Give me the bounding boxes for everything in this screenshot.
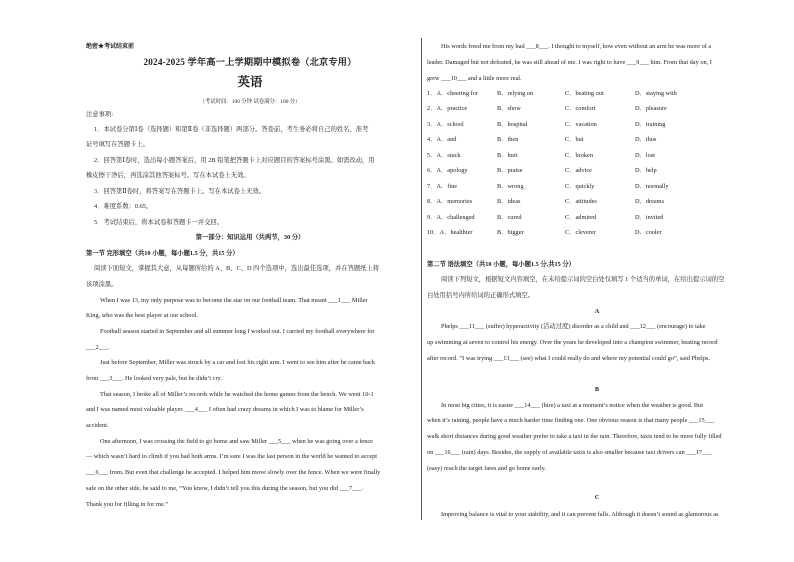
passage-line: and I was named most valuable player. ___4___ I often had crazy dreams in which I was to blame for Miller’s <box>86 406 364 413</box>
option-d: D．lost <box>635 152 655 159</box>
option-b: B．cured <box>497 214 522 221</box>
passage-line: King, who was the best player at our school. <box>86 312 198 319</box>
option-a: 2．A．practice <box>427 105 468 112</box>
option-a: 3．A．school <box>427 121 464 128</box>
passage-b-label: B <box>594 386 600 393</box>
option-d: D．training <box>635 121 666 128</box>
option-a: 1．A．cheering for <box>427 90 478 97</box>
section-one-heading: 第一节 完形填空（共10 小题，每小题1.5 分，共15 分） <box>86 250 239 257</box>
option-a: 5．A．stuck <box>427 152 461 159</box>
passage-c-label: C <box>594 494 600 501</box>
option-a: 9．A．challenged <box>427 214 475 221</box>
passage-line: In most big cities, it is easier ___14___ (hire) a taxi at a moment’s notice when the weather is good. But <box>441 402 703 409</box>
option-b: B．ideas <box>497 198 521 205</box>
passage-line: ___6___ from. But even that challenge he accepted. I helped him move slowly over the fence. When we were finally <box>86 469 381 476</box>
option-b: B．hurt <box>497 152 518 159</box>
notes-heading: 注意事项: <box>86 111 113 118</box>
passage-line: Thank you for filling in for me.” <box>86 501 169 508</box>
option-d: D．dreams <box>635 198 665 205</box>
passage-line: One afternoon, I was crossing the field to go home and saw Miller ___5___ when he was going over a fence <box>100 438 373 445</box>
subject-title: 英语 <box>237 75 263 89</box>
option-c: C．attitudes <box>565 198 597 205</box>
option-b: B．praise <box>497 167 523 174</box>
time-note: （考试时间：100 分钟 试卷满分：100 分） <box>199 99 301 105</box>
passage-line: safe on the other side, he said to me, “You know, I didn’t tell you this during the season, but you did ___7___. <box>86 485 364 492</box>
option-b: B．wrong <box>497 183 524 190</box>
option-d: D．help <box>635 167 657 174</box>
option-b: B．then <box>497 136 519 143</box>
option-a: 8．A．memories <box>427 198 473 205</box>
passage-line: (easy) reach the target fares and go home early. <box>427 465 546 472</box>
column-divider <box>421 38 422 520</box>
passage-line: — which wasn’t hard to climb if you had both arms. I’m sure I was the last person in the world he wanted to accept <box>86 453 378 460</box>
option-b: B．show <box>497 105 521 112</box>
part-one-heading: 第一部分：知识运用（共两节，30 分） <box>195 234 305 241</box>
note-line: 5．考试结束后，将本试卷和答题卡一并交回。 <box>94 219 224 226</box>
option-d: D．thus <box>635 136 657 143</box>
option-a: 4．A．and <box>427 136 457 143</box>
option-d: D．normally <box>635 183 669 190</box>
option-d: D．invited <box>635 214 664 221</box>
option-c: C．vacation <box>565 121 597 128</box>
note-line: 证号填写在答题卡上。 <box>86 141 149 148</box>
option-a: 10．A．healthier <box>427 229 473 236</box>
note-line: 橡皮擦干净后，再选涂其他答案标号。写在本试卷上无效。 <box>86 172 250 179</box>
option-c: C．advice <box>565 167 592 174</box>
option-b: B．relying on <box>497 90 534 97</box>
passage-line: Improving balance is vital to your stability, and it can prevent falls. Although it doesn’t sound as glamorous as <box>441 511 719 518</box>
passage-line: Just before September, Miller was struck by a car and lost his right arm. I went to see him after he came back <box>100 359 375 366</box>
note-line: 2．回答第Ⅰ卷时，选出每小题答案后，用 2B 铅笔把答题卡上对应题目的答案标号涂黑。如需改动，用 <box>94 157 375 164</box>
section-two-heading: 第二节 语法填空（共10 小题，每小题1.5 分,共15 分） <box>427 261 575 268</box>
option-d: D．staying with <box>635 90 677 97</box>
option-c: C．quickly <box>565 183 595 190</box>
confidential-mark: 绝密★考试结束前 <box>86 44 135 50</box>
passage-line: leader. Damaged but not defeated, he was still ahead of me. I was right to have ___9___ him. From that day on, I <box>427 59 712 66</box>
passage-line: after record. “I was trying ___13___ (see) what I could really do and where my potential could go”, said Phelps. <box>427 355 710 362</box>
passage-line: His words freed me from my bad ___8___. I thought to myself, how even without an arm he was more of a <box>441 43 712 50</box>
instruction-line: 白处用括号内所给词的正确形式填空。 <box>427 292 535 299</box>
option-c: C．admired <box>565 214 597 221</box>
note-line: 3．回答第Ⅱ卷时，将答案写在答题卡上。写在本试卷上无效。 <box>94 188 266 195</box>
option-c: C．beating out <box>565 90 604 97</box>
exam-title: 2024-2025 学年高一上学期期中模拟卷（北京专用） <box>143 57 357 67</box>
passage-line: ___2___. <box>86 344 110 351</box>
instruction-line: 阅读下面短文，掌握其大意，从每题所给的 A、B、C、D 四个选项中，选出最佳选项，并在答题纸上将 <box>94 265 380 272</box>
option-c: C．broken <box>565 152 593 159</box>
option-c: C．but <box>565 136 584 143</box>
passage-line: Phelps ___11___ (suffer) hyperactivity (活动过度) disorder as a child and ___12___ (encourage) to take <box>441 323 706 330</box>
instruction-line: 阅读下列短文，根据短文内容填空，在未给提示词的空白处仅填写 1 个适当的单词，在给出提示词的空 <box>441 276 725 283</box>
passage-line: That season, I broke all of Miller’s records while he watched the home games from the bench. We went 10-1 <box>100 391 374 398</box>
passage-line: from ___3___. He looked very pale, but he didn’t cry. <box>86 375 222 382</box>
passage-line: Football season started in September and all summer long I worked out. I carried my football everywhere for <box>100 328 375 335</box>
note-line: 4．难度系数：0.65。 <box>94 203 153 210</box>
instruction-line: 该项涂黑。 <box>86 281 118 288</box>
option-c: C．comfort <box>565 105 596 112</box>
option-b: B．bigger <box>497 229 524 236</box>
passage-line: when it’s raining, people have a much harder time finding one. One obvious reason is that many people ___15___ <box>427 417 715 424</box>
option-d: D．pleasure <box>635 105 667 112</box>
passage-a-label: A <box>594 308 600 315</box>
passage-line: up swimming at seven to control his energy. Over the years he developed into a champion swimmer, beating record <box>427 339 718 346</box>
passage-line: on ___16___ (rain) days. Besides, the supply of available taxis is also smaller because taxi drivers can ___17___ <box>427 449 712 456</box>
note-line: 1．本试卷分第Ⅰ卷（选择题）和第Ⅱ卷（非选择题）两部分。答卷前，考生务必将自己的姓名、准考 <box>94 126 369 133</box>
option-b: B．hospital <box>497 121 528 128</box>
option-d: D．cooler <box>635 229 662 236</box>
passage-line: When I was 13, my only purpose was to become the star on our football team. That meant ___1___ Miller <box>100 297 368 304</box>
passage-line: grew ___10___ and a little more real. <box>427 75 522 82</box>
passage-line: walk short distances during good weather prefer to take a taxi in the rain. Therefore, taxis tend to be more fully filled <box>427 433 722 440</box>
option-c: C．cleverer <box>565 229 596 236</box>
passage-line: accident. <box>86 422 109 429</box>
option-a: 6．A．apology <box>427 167 468 174</box>
option-a: 7．A．fine <box>427 183 458 190</box>
